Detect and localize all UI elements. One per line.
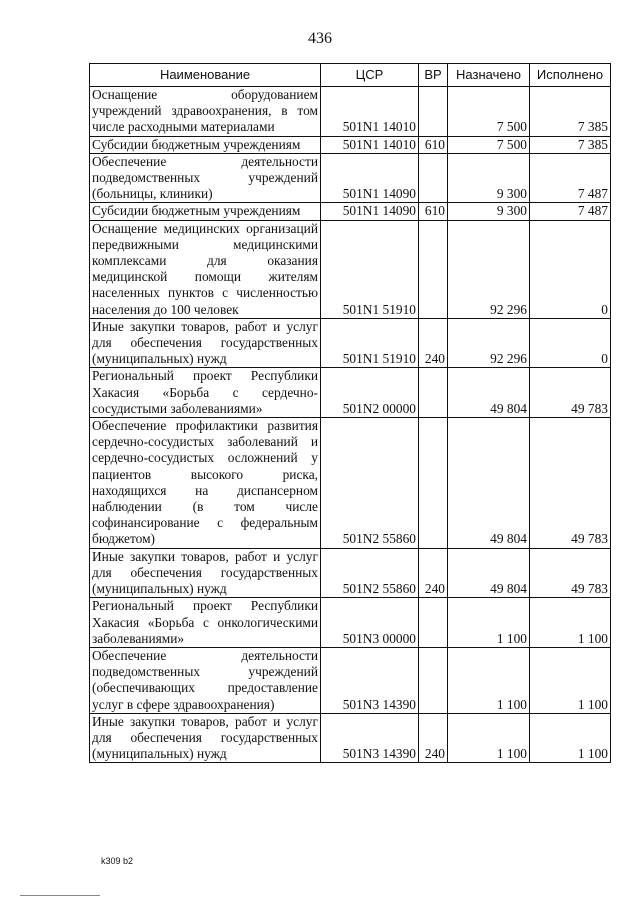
cell-csr: 501N1 51910 xyxy=(321,220,419,318)
cell-executed: 1 100 xyxy=(530,598,611,648)
cell-assigned: 1 100 xyxy=(448,598,530,648)
cell-csr: 501N2 00000 xyxy=(321,368,419,418)
cell-csr: 501N1 14010 xyxy=(321,87,419,137)
table-row xyxy=(90,647,611,713)
header-executed: Исполнено xyxy=(530,64,611,87)
table-row xyxy=(90,87,611,137)
cell-name: Оснащение медицинских организаций передвижными медицинскими комплексами для оказания медицинской помощи жителям населенных пунктов с численностью населения до 100 человек xyxy=(90,220,321,318)
cell-name: Иные закупки товаров, работ и услуг для обеспечения государственных (муниципальных) нужд xyxy=(90,548,321,598)
table-row xyxy=(90,713,611,763)
cell-csr: 501N1 14010 xyxy=(321,136,419,153)
cell-vr xyxy=(419,647,448,713)
table-row xyxy=(90,368,611,418)
cell-vr: 240 xyxy=(419,318,448,368)
cell-executed: 7 385 xyxy=(530,87,611,137)
header-assigned: Назначено xyxy=(448,64,530,87)
cell-executed: 7 385 xyxy=(530,136,611,153)
cell-name: Обеспечение деятельности подведомственных учреждений (обеспечивающих предоставление услуг в сфере здравоохранения) xyxy=(90,647,321,713)
cell-assigned: 1 100 xyxy=(448,647,530,713)
page-number: 436 xyxy=(308,30,332,47)
cell-name: Обеспечение профилактики развития сердечно-сосудистых заболеваний и сердечно-сосудистых осложнений у пациентов высокого риска, находящихся на диспансерном наблюдении (в том числе софинансирование с федеральным бюджетом) xyxy=(90,418,321,549)
cell-assigned: 9 300 xyxy=(448,153,530,203)
cell-csr: 501N3 14390 xyxy=(321,647,419,713)
cell-assigned: 1 100 xyxy=(448,713,530,763)
cell-vr xyxy=(419,598,448,648)
cell-executed: 49 783 xyxy=(530,418,611,549)
table-row xyxy=(90,598,611,648)
cell-csr: 501N2 55860 xyxy=(321,548,419,598)
table-body xyxy=(90,87,611,763)
table-row xyxy=(90,548,611,598)
cell-assigned: 49 804 xyxy=(448,368,530,418)
cell-vr xyxy=(419,153,448,203)
cell-csr: 501N1 51910 xyxy=(321,318,419,368)
cell-assigned: 92 296 xyxy=(448,220,530,318)
cell-csr: 501N1 14090 xyxy=(321,153,419,203)
cell-csr: 501N1 14090 xyxy=(321,203,419,220)
cell-executed: 0 xyxy=(530,220,611,318)
header-vr: ВР xyxy=(419,64,448,87)
cell-vr: 240 xyxy=(419,713,448,763)
cell-name: Оснащение оборудованием учреждений здравоохранения, в том числе расходными материалами xyxy=(90,87,321,137)
cell-vr xyxy=(419,368,448,418)
budget-table xyxy=(89,63,611,763)
cell-csr: 501N2 55860 xyxy=(321,418,419,549)
cell-name: Региональный проект Республики Хакасия «Борьба с сердечно-сосудистыми заболеваниями» xyxy=(90,368,321,418)
cell-csr: 501N3 00000 xyxy=(321,598,419,648)
cell-assigned: 7 500 xyxy=(448,87,530,137)
cell-executed: 49 783 xyxy=(530,548,611,598)
table-row xyxy=(90,136,611,153)
bottom-rule xyxy=(20,895,100,896)
cell-executed: 0 xyxy=(530,318,611,368)
cell-vr xyxy=(419,220,448,318)
cell-vr: 610 xyxy=(419,136,448,153)
cell-vr: 610 xyxy=(419,203,448,220)
cell-assigned: 92 296 xyxy=(448,318,530,368)
header-name: Наименование xyxy=(90,64,321,87)
table-row xyxy=(90,418,611,549)
cell-executed: 1 100 xyxy=(530,713,611,763)
table-row xyxy=(90,220,611,318)
footer-code: k309 b2 xyxy=(101,856,134,866)
cell-name: Субсидии бюджетным учреждениям xyxy=(90,136,321,153)
cell-vr: 240 xyxy=(419,548,448,598)
cell-name: Иные закупки товаров, работ и услуг для обеспечения государственных (муниципальных) нужд xyxy=(90,318,321,368)
cell-assigned: 9 300 xyxy=(448,203,530,220)
header-csr: ЦСР xyxy=(321,64,419,87)
cell-name: Региональный проект Республики Хакасия «Борьба с онкологическими заболеваниями» xyxy=(90,598,321,648)
cell-vr xyxy=(419,418,448,549)
cell-name: Субсидии бюджетным учреждениям xyxy=(90,203,321,220)
cell-executed: 49 783 xyxy=(530,368,611,418)
cell-name: Обеспечение деятельности подведомственных учреждений (больницы, клиники) xyxy=(90,153,321,203)
cell-executed: 7 487 xyxy=(530,203,611,220)
table-row xyxy=(90,153,611,203)
cell-assigned: 49 804 xyxy=(448,548,530,598)
cell-vr xyxy=(419,87,448,137)
cell-csr: 501N3 14390 xyxy=(321,713,419,763)
cell-assigned: 49 804 xyxy=(448,418,530,549)
table-row xyxy=(90,318,611,368)
table-row xyxy=(90,203,611,220)
table-header-row xyxy=(90,64,611,87)
cell-executed: 7 487 xyxy=(530,153,611,203)
cell-assigned: 7 500 xyxy=(448,136,530,153)
cell-name: Иные закупки товаров, работ и услуг для обеспечения государственных (муниципальных) нужд xyxy=(90,713,321,763)
cell-executed: 1 100 xyxy=(530,647,611,713)
